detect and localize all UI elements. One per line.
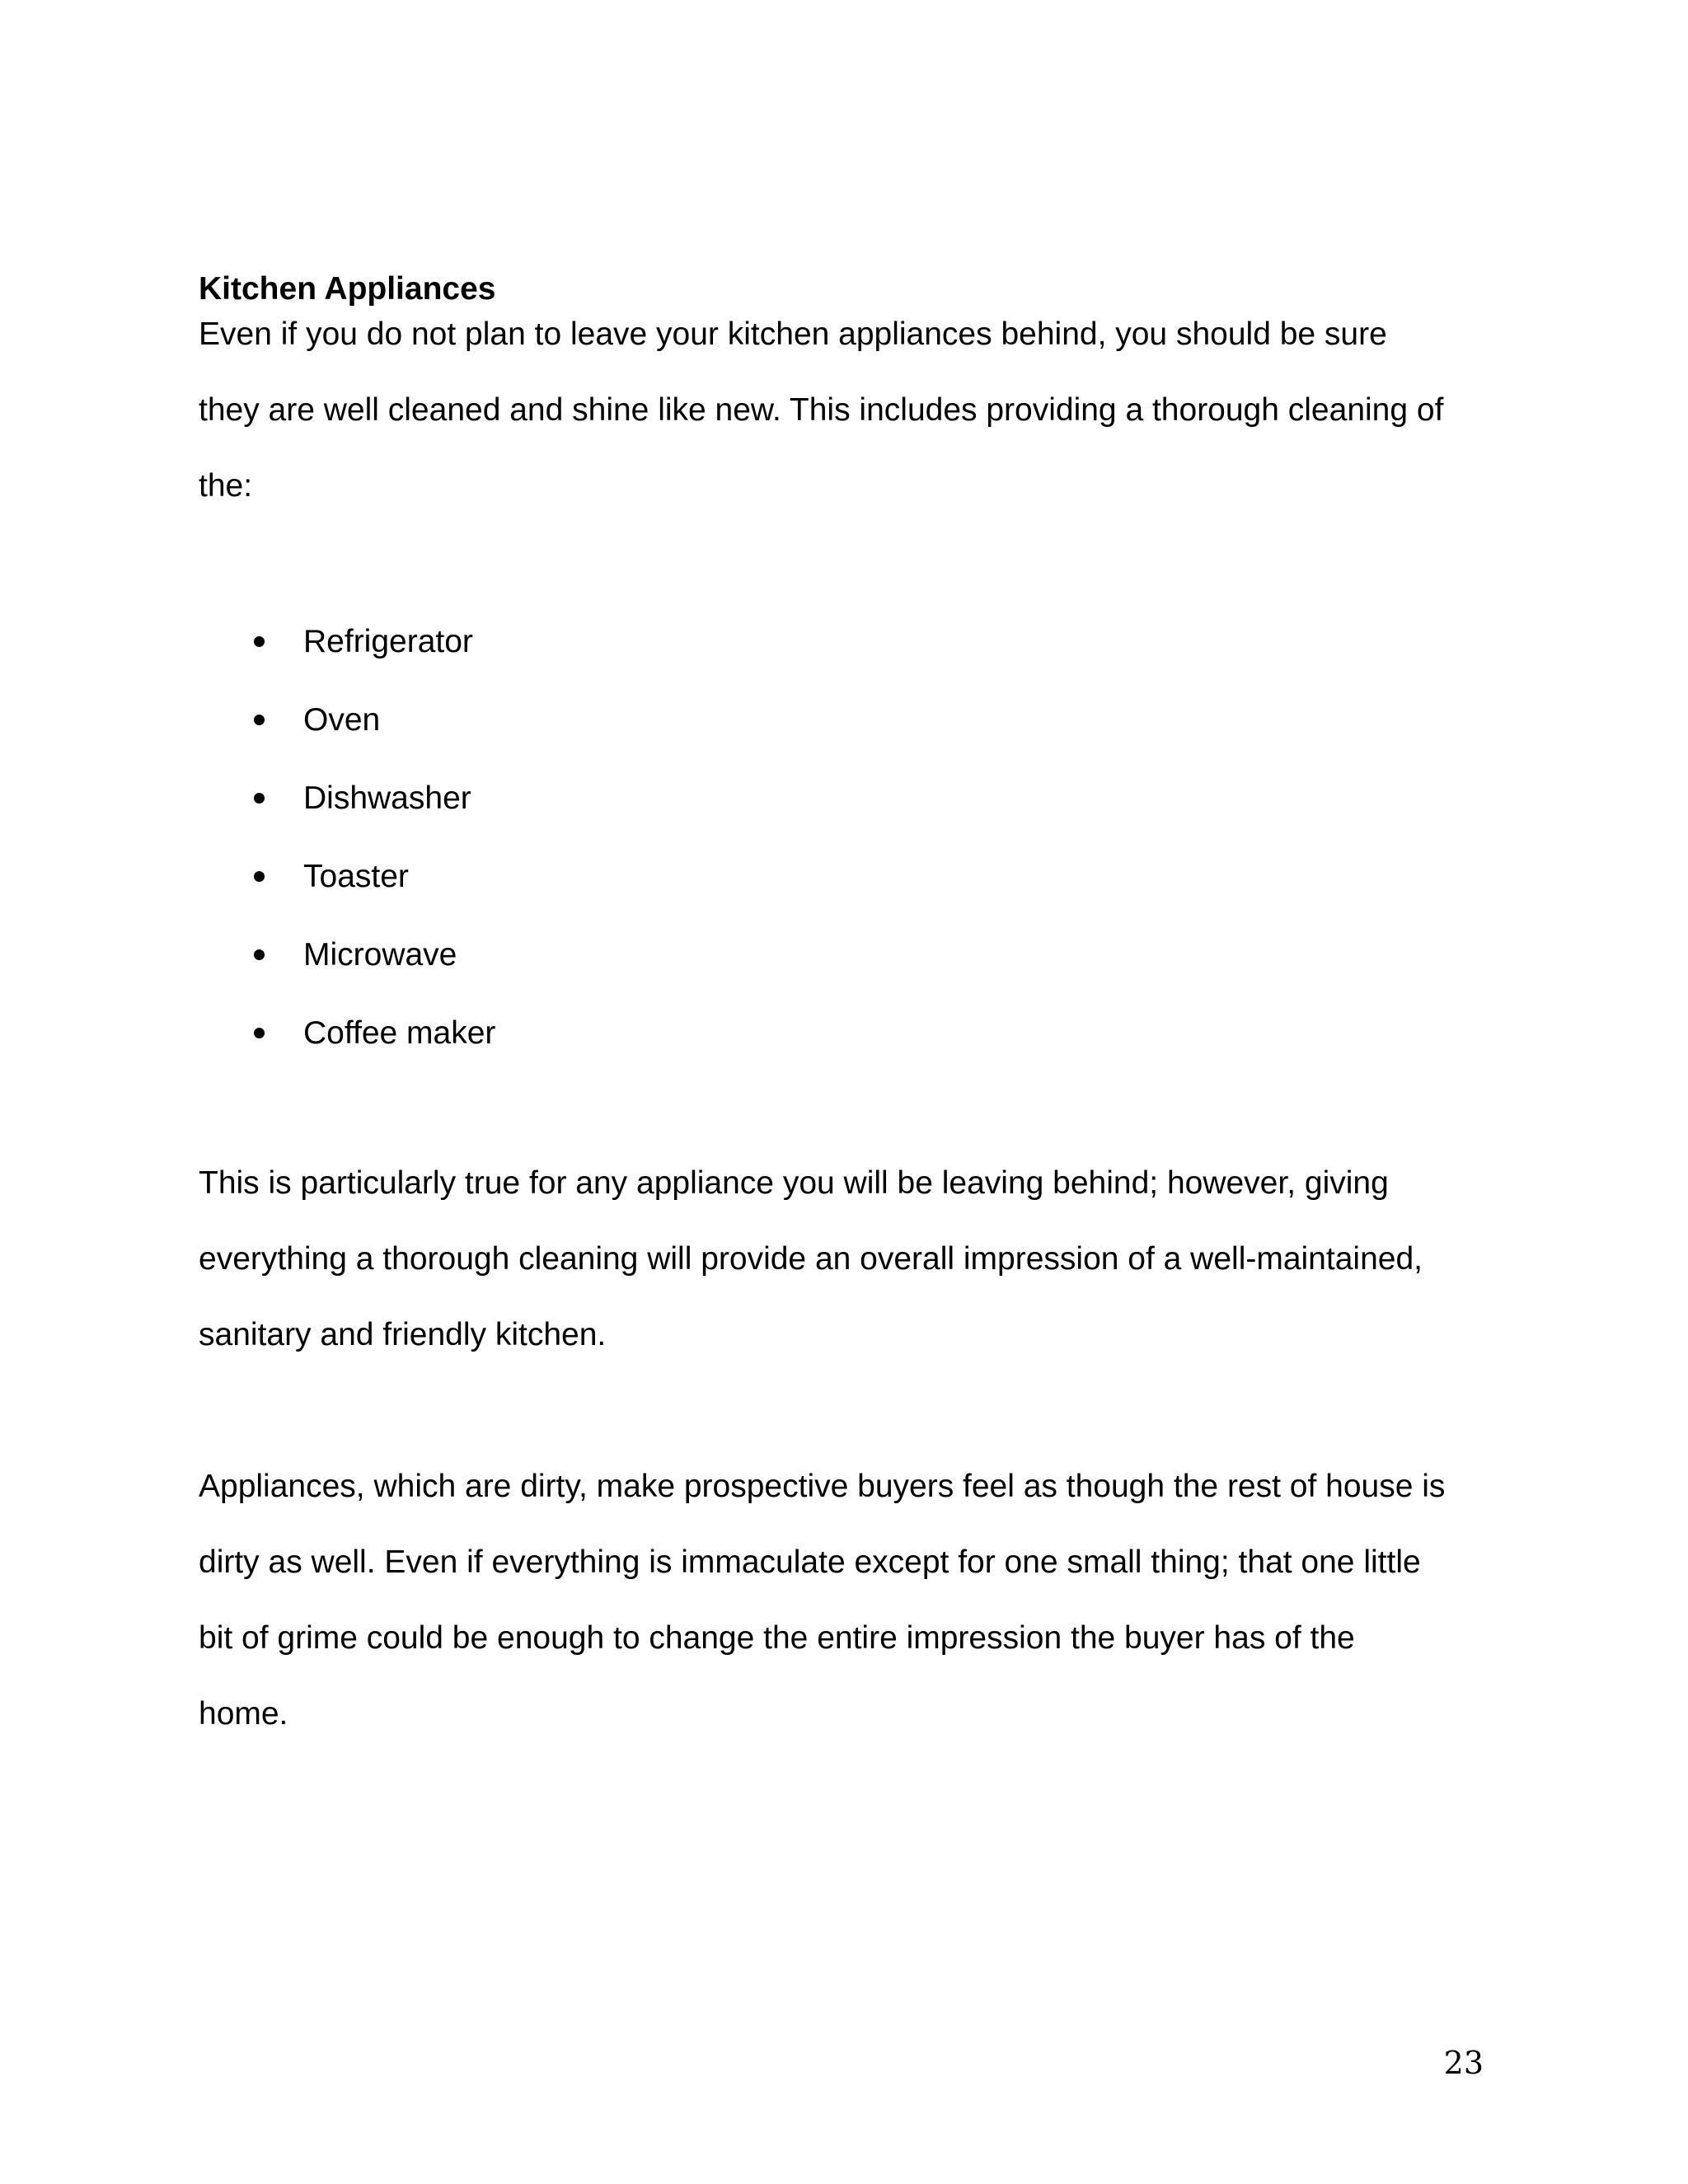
bullet-icon (254, 793, 265, 804)
list-item-label: Microwave (303, 937, 457, 972)
bullet-icon (254, 715, 265, 725)
list-item-label: Refrigerator (303, 624, 473, 659)
paragraph-line: Appliances, which are dirty, make prospective buyers feel as though the rest of house is (199, 1469, 1446, 1504)
list-item-label: Oven (303, 702, 381, 738)
intro-line: the: (199, 468, 253, 504)
paragraph-line: dirty as well. Even if everything is immaculate except for one small thing; that one little (199, 1544, 1421, 1580)
intro-line: they are well cleaned and shine like new. This includes providing a thorough cleaning of (199, 392, 1444, 428)
paragraph-line: bit of grime could be enough to change the entire impression the buyer has of the (199, 1620, 1355, 1656)
paragraph-line: This is particularly true for any appliance you will be leaving behind; however, giving (199, 1165, 1389, 1201)
bullet-icon (254, 636, 265, 647)
list-item-label: Toaster (303, 859, 409, 894)
paragraph-line: home. (199, 1696, 288, 1732)
intro-paragraph (199, 297, 1517, 524)
section-heading: Kitchen Appliances (199, 271, 496, 307)
bullet-icon (254, 1028, 265, 1038)
paragraph-line: sanitary and friendly kitchen. (199, 1317, 607, 1352)
body-paragraph (199, 1449, 1517, 1752)
list-item-label: Coffee maker (303, 1015, 496, 1051)
body-paragraph (199, 1146, 1517, 1373)
list-item-label: Dishwasher (303, 780, 471, 816)
bullet-icon (254, 871, 265, 882)
bullet-icon (254, 949, 265, 960)
page-number: 23 (1443, 2045, 1484, 2081)
intro-line: Even if you do not plan to leave your kitchen appliances behind, you should be sure (199, 316, 1387, 352)
paragraph-line: everything a thorough cleaning will provide an overall impression of a well-maintained, (199, 1241, 1423, 1277)
